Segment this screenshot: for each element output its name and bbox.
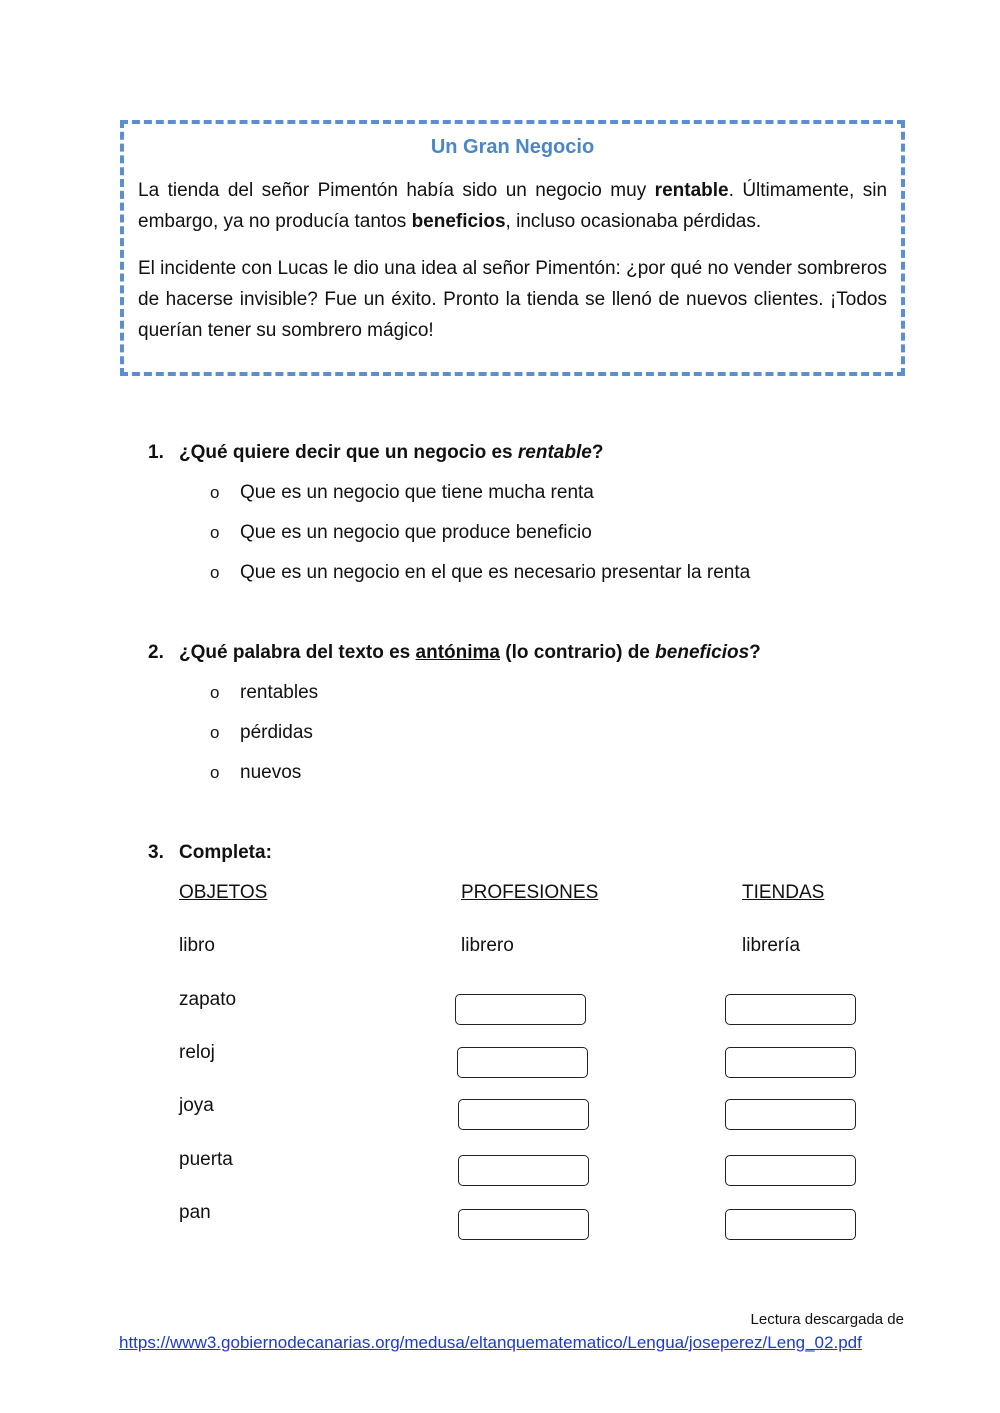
object-joya: joya — [179, 1095, 214, 1116]
profession-input-pan[interactable] — [458, 1209, 589, 1240]
question-1: 1. ¿Qué quiere decir que un negocio es rentable? — [148, 442, 604, 463]
profession-input-joya[interactable] — [458, 1099, 589, 1130]
header-tiendas: TIENDAS — [742, 882, 825, 903]
radio-circle-icon[interactable]: o — [210, 723, 220, 742]
object-reloj: reloj — [179, 1042, 215, 1063]
q1-option-2[interactable]: o Que es un negocio que produce beneficio — [210, 522, 592, 543]
radio-circle-icon[interactable]: o — [210, 523, 220, 542]
q1-option-1[interactable]: o Que es un negocio que tiene mucha renta — [210, 482, 594, 503]
example-profession: librero — [461, 935, 514, 956]
reading-box — [120, 120, 905, 376]
profession-input-puerta[interactable] — [458, 1155, 589, 1186]
object-pan: pan — [179, 1202, 211, 1223]
profession-input-zapato[interactable] — [455, 994, 586, 1025]
object-zapato: zapato — [179, 989, 237, 1010]
q1-option-3[interactable]: o Que es un negocio en el que es necesario presentar la renta — [210, 562, 751, 583]
reading-paragraph-1: La tienda del señor Pimentón había sido un negocio muy rentable. Últimamente, sin embargo, ya no producía tantos beneficios, incluso ocasionaba pérdidas. — [138, 180, 888, 232]
store-input-pan[interactable] — [725, 1209, 856, 1240]
question-2: 2. ¿Qué palabra del texto es antónima (lo contrario) de beneficios? — [148, 642, 761, 663]
q2-option-1[interactable]: o rentables — [210, 682, 319, 703]
profession-input-reloj[interactable] — [457, 1047, 588, 1078]
object-puerta: puerta — [179, 1149, 233, 1170]
source-credit: Lectura descargada de — [750, 1311, 904, 1328]
q2-option-3[interactable]: o nuevos — [210, 762, 302, 783]
store-input-reloj[interactable] — [725, 1047, 856, 1078]
word-beneficios: beneficios — [411, 211, 506, 232]
radio-circle-icon[interactable]: o — [210, 483, 220, 502]
example-object: libro — [179, 935, 215, 956]
radio-circle-icon[interactable]: o — [210, 563, 220, 582]
store-input-zapato[interactable] — [725, 994, 856, 1025]
example-store: librería — [742, 935, 801, 956]
source-link[interactable]: https://www3.gobiernodecanarias.org/medusa/eltanquematematico/Lengua/joseperez/Leng_02.pdf — [119, 1333, 862, 1352]
question-3: 3. Completa: — [148, 842, 272, 863]
store-input-joya[interactable] — [725, 1099, 856, 1130]
q2-option-2[interactable]: o pérdidas — [210, 722, 313, 743]
reading-title: Un Gran Negocio — [430, 136, 595, 158]
store-input-puerta[interactable] — [725, 1155, 856, 1186]
header-objetos: OBJETOS — [179, 882, 268, 903]
radio-circle-icon[interactable]: o — [210, 683, 220, 702]
word-rentable: rentable — [654, 180, 729, 201]
reading-paragraph-2: El incidente con Lucas le dio una idea al señor Pimentón: ¿por qué no vender sombreros de hacerse invisible? Fue un éxito. Pronto la tienda se llenó de nuevos clientes. ¡Todos querían tener su sombrero mágico! — [138, 258, 887, 341]
radio-circle-icon[interactable]: o — [210, 763, 220, 782]
header-profesiones: PROFESIONES — [461, 882, 599, 903]
